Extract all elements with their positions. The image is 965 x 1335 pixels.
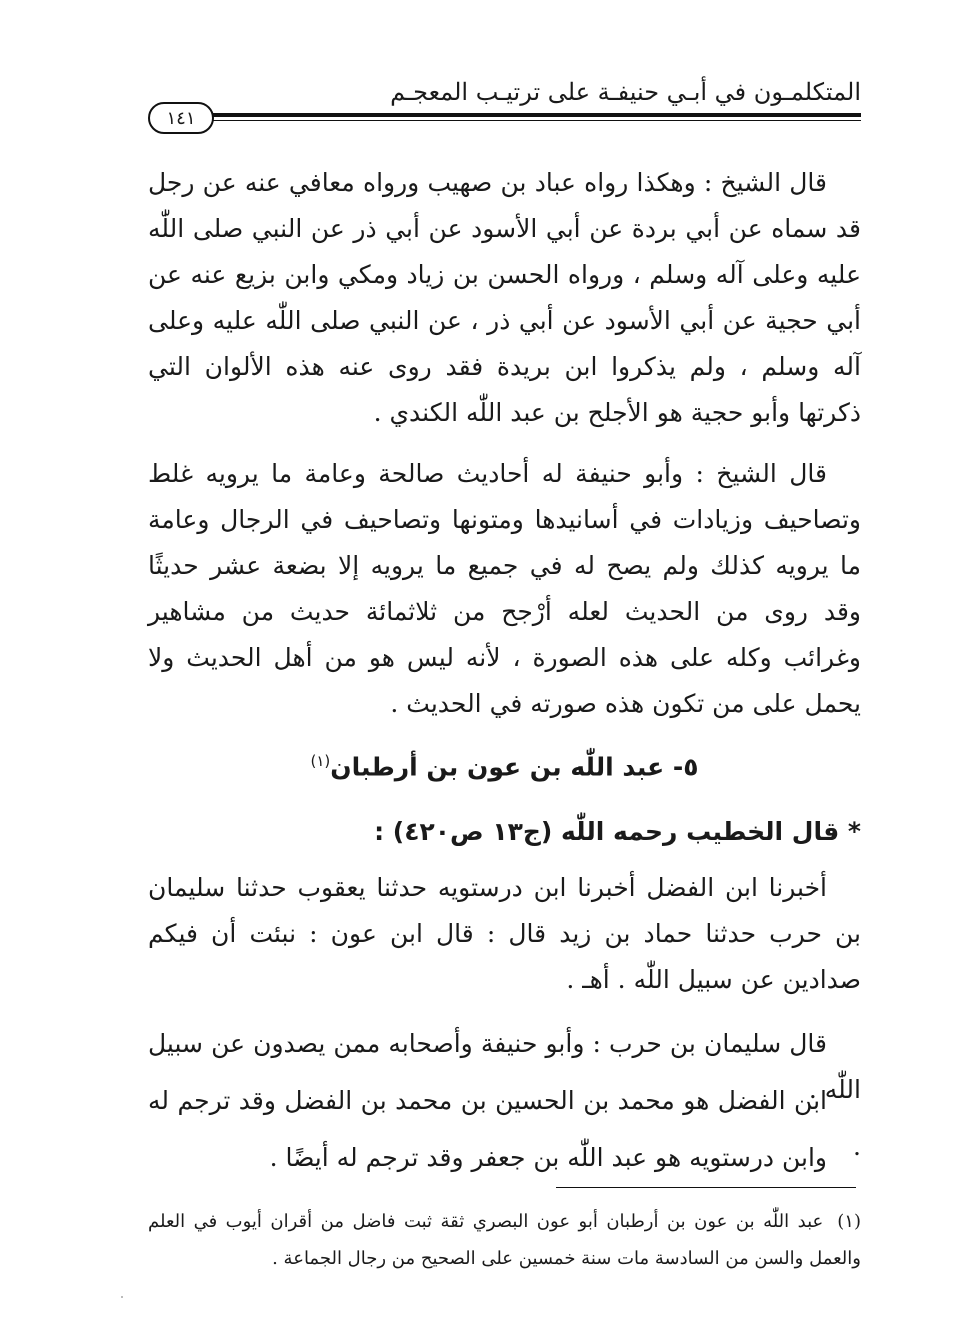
page-number-text: ١٤١	[166, 107, 196, 129]
paragraph: قال سليمان بن حرب : وأبو حنيفة وأصحابه ممن يصدون عن سبيل اللّٰه .	[148, 1029, 861, 1104]
header-rule	[200, 113, 861, 117]
citation-line: * قال الخطيب رحمه اللّٰه (ج١٣ ص٤٢٠) :	[374, 817, 861, 846]
paragraph: ابن الفضل هو محمد بن الحسين بن محمد بن الفضل وقد ترجم له .	[148, 1086, 861, 1161]
header-rule-thin	[200, 120, 861, 121]
footnote	[148, 1203, 861, 1277]
running-title: المتكلمـون في أبـي حنيفـة على ترتيـب المعجـم	[390, 78, 861, 106]
paragraph: وابن درستويه هو عبد اللّٰه بن جعفر وقد ترجم له أيضًا .	[269, 1143, 827, 1172]
page-number	[148, 102, 214, 134]
paragraph: أخبرنا ابن الفضل أخبرنا ابن درستويه حدثنا يعقوب حدثنا سليمان بن حرب حدثنا حماد بن زيد قال : قال ابن عون : نبئت أن فيكم صدادين عن سبيل اللّٰه . أهـ .	[148, 873, 861, 994]
paragraph: قال الشيخ : وهكذا رواه عباد بن صهيب ورواه معافي عنه عن رجل قد سماه عن أبي بردة عن أبي الأسود عن أبي ذر عن النبي صلى اللّٰه عليه وعلى آله وسلم ، ورواه الحسن بن زياد ومكي وابن بزيع عنه عن أبي حجية عن أبي الأسود عن أبي ذر ، عن النبي صلى اللّٰه عليه وعلى آله وسلم ، ولم يذكروا ابن بريدة فقد روى عنه هذه الألوان التي ذكرتها وأبو حجية هو الأجلح بن عبد اللّٰه الكندي .	[148, 168, 861, 427]
footnote-separator	[556, 1187, 856, 1188]
scan-speck	[121, 1296, 123, 1298]
footnote-text: عبد اللّٰه بن عون بن أرطبان أبو عون البصري ثقة ثبت فاضل من أقران أيوب في العلم والعمل والسن من السادسة مات سنة خمسين على الصحيح من رجال الجماعة .	[148, 1211, 861, 1269]
paragraph: قال الشيخ : وأبو حنيفة له أحاديث صالحة وعامة ما يرويه غلط وتصاحيف وزيادات في أسانيدها ومتونها وتصاحيف في الرجال وعامة ما يرويه كذلك ولم يصح له في جميع ما يرويه إلا بضعة عشر حديثًا وقد روى من الحديث لعله أرْجح من ثلاثمائة حديث من مشاهير وغرائب وكله على هذه الصورة ، لأنه ليس هو من أهل الحديث ولا يحمل على من تكون هذه صورته في الحديث .	[148, 459, 861, 718]
footnote-marker: (١)	[837, 1211, 861, 1232]
footnote-reference: (١)	[310, 752, 331, 770]
section-heading-text: ٥- عبد اللّٰه بن عون بن أرطبان	[330, 752, 699, 782]
section-heading	[148, 752, 861, 781]
